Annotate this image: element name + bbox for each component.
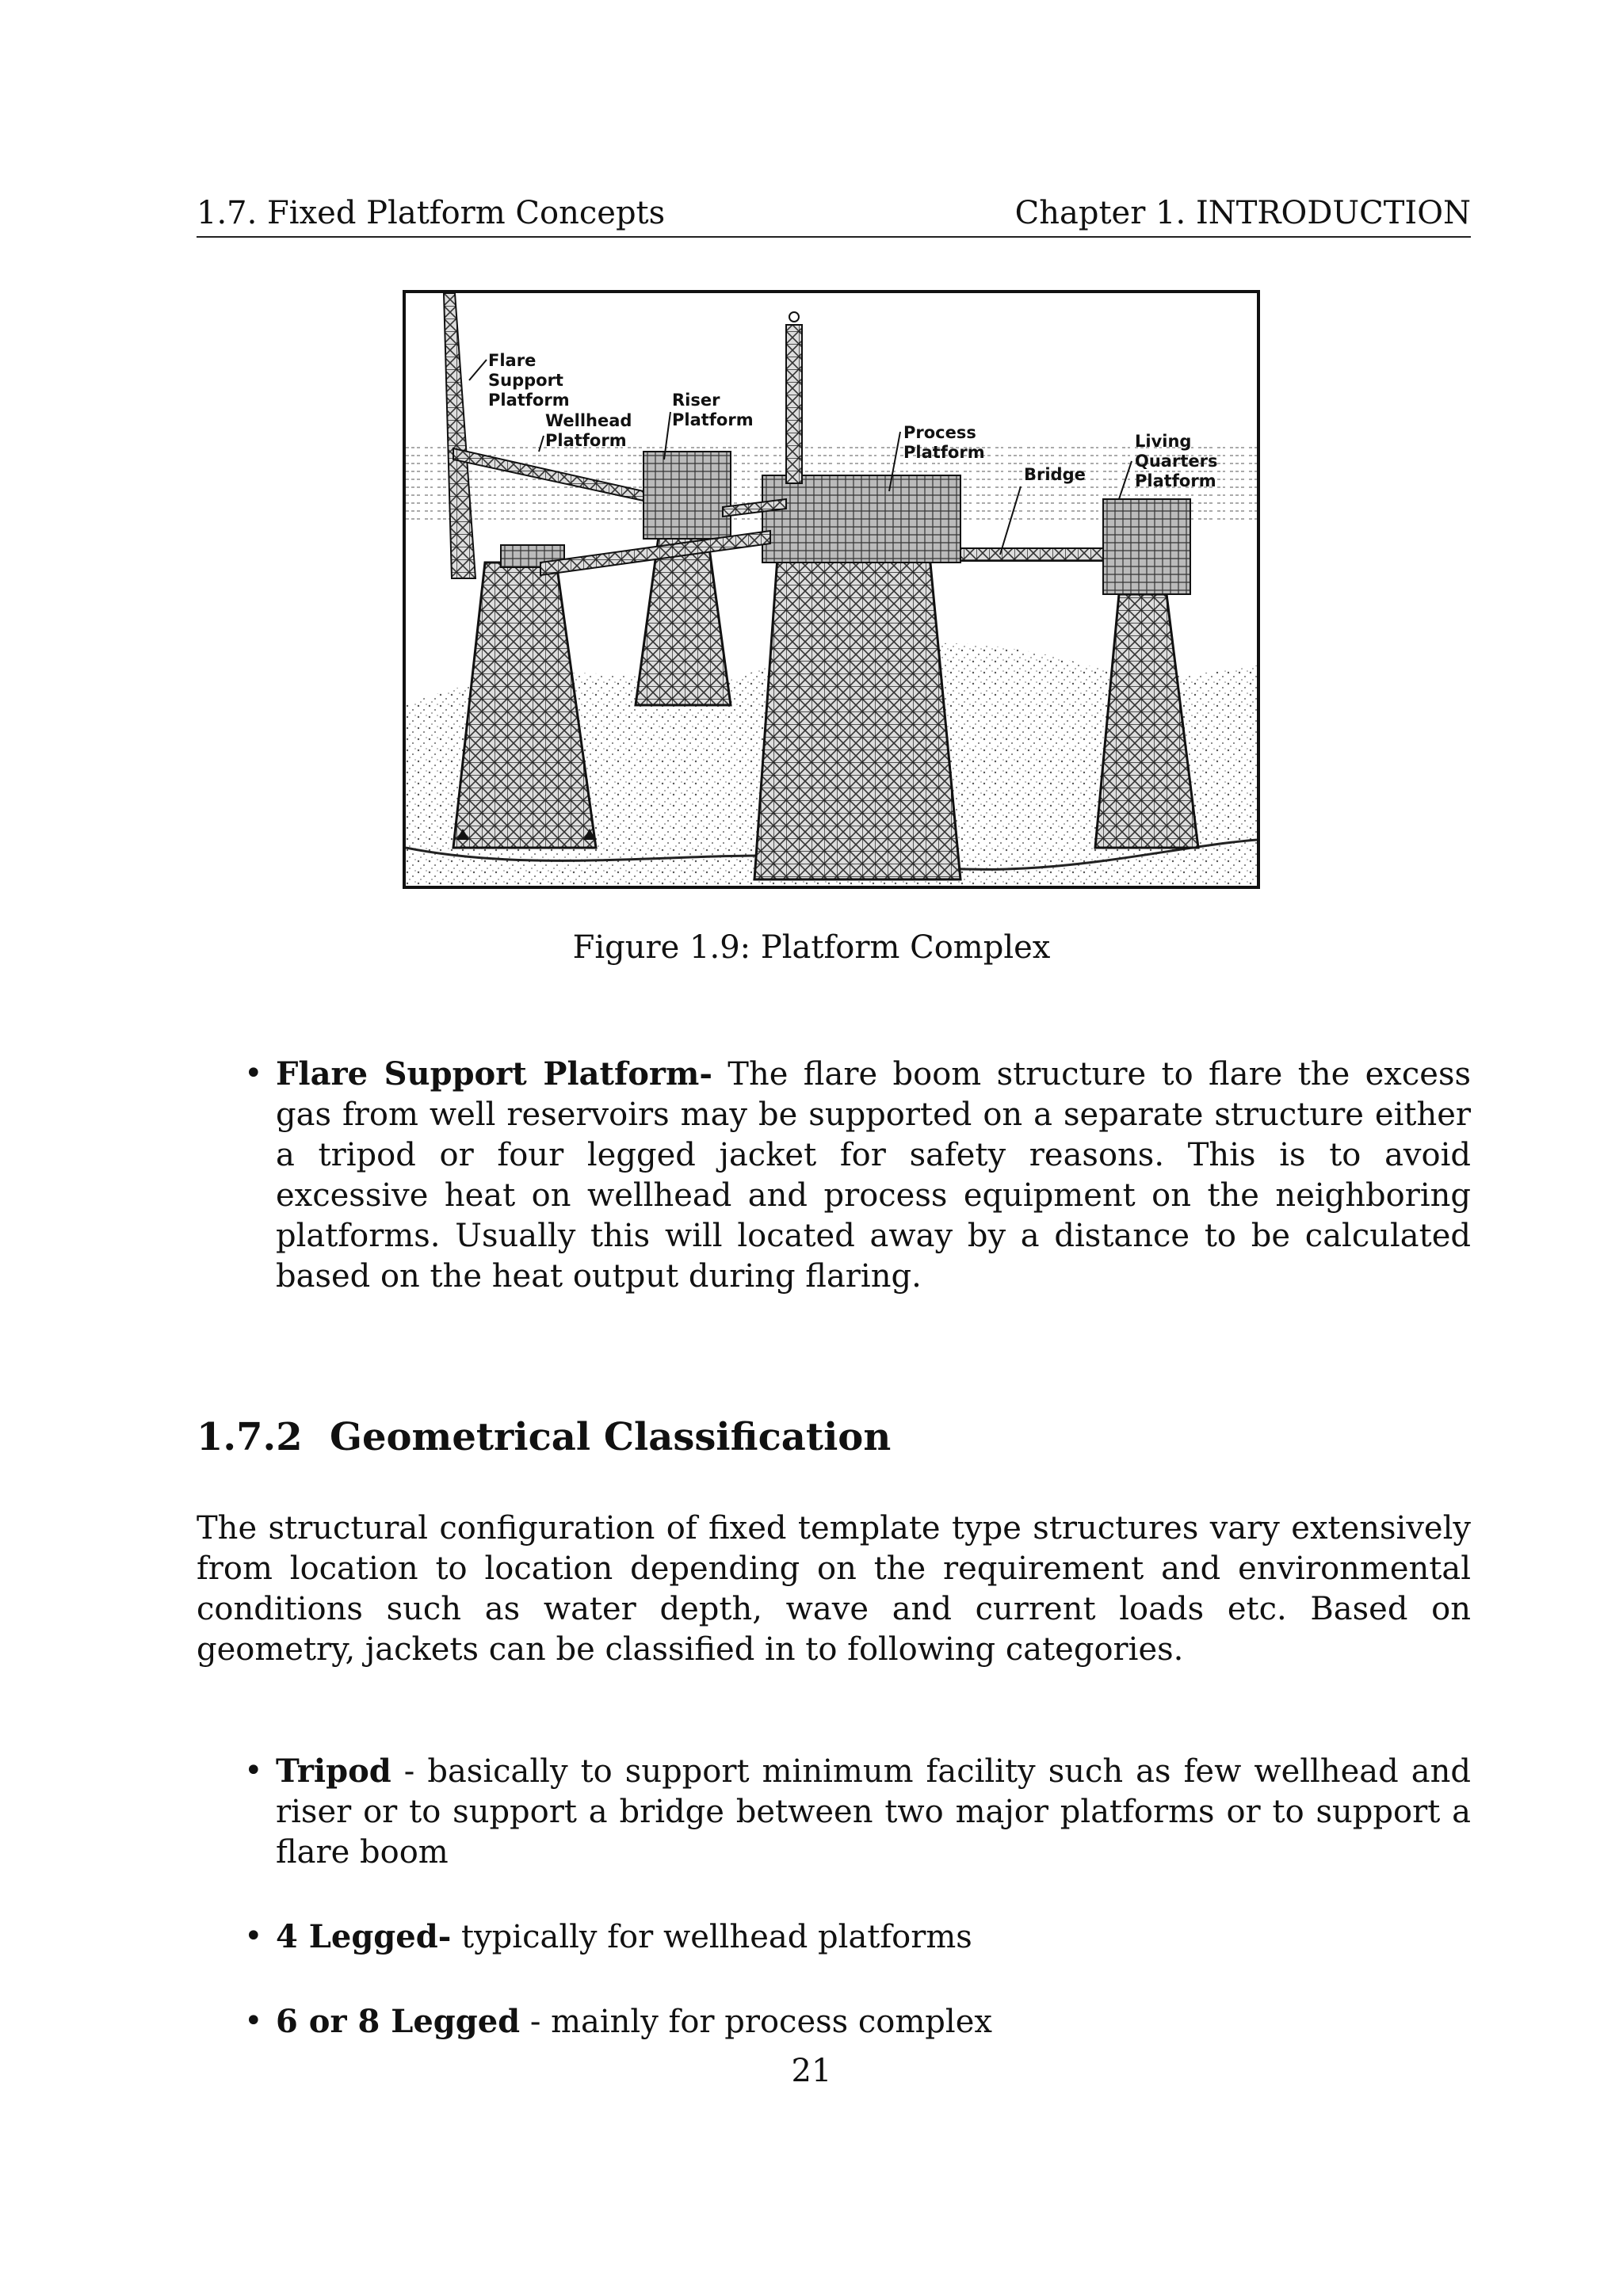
bullet-text: The flare boom structure to flare the excess gas from well reservoirs may be supported on a separate structure either a tripod or four legged jacket for safety reasons. This is to avoid excessive heat on wellhead and process equipment on the neighboring platforms. Usually this will located away by a distance to be calculated based on the heat output during flaring. xyxy=(276,1056,1471,1295)
section-title: Geometrical Classification xyxy=(330,1415,892,1459)
bullet-icon: • xyxy=(244,2003,263,2039)
list-item xyxy=(238,1917,1471,1958)
bullet-list-top xyxy=(238,1054,1471,1297)
svg-text:Living: Living xyxy=(1135,432,1192,451)
section-number: 1.7.2 xyxy=(197,1415,303,1459)
list-item xyxy=(238,1054,1471,1297)
quarters-module xyxy=(1103,499,1190,594)
platform-complex-illustration xyxy=(406,293,1257,886)
figure-caption: Figure 1.9: Platform Complex xyxy=(572,929,1051,966)
svg-text:Platform: Platform xyxy=(488,391,570,410)
list-item xyxy=(238,1751,1471,1873)
bullet-icon: • xyxy=(244,1753,263,1789)
bullet-term: Flare Support Platform- xyxy=(276,1055,712,1093)
process-derrick xyxy=(786,325,802,483)
bullet-list-bottom xyxy=(238,1751,1471,2042)
list-item xyxy=(238,2001,1471,2042)
bullet-icon: • xyxy=(244,1055,263,1092)
header-chapter-title: Chapter 1. INTRODUCTION xyxy=(1014,195,1471,231)
bridge-process-quarters xyxy=(960,548,1119,561)
quarters-jacket xyxy=(1095,594,1198,848)
running-header xyxy=(197,190,1471,238)
page-number: 21 xyxy=(791,2053,832,2089)
svg-text:Riser: Riser xyxy=(672,391,720,410)
section-heading xyxy=(197,1412,891,1463)
svg-text:Flare: Flare xyxy=(488,351,537,370)
wellhead-jacket xyxy=(453,563,596,848)
svg-text:Support: Support xyxy=(488,371,563,390)
svg-text:Quarters: Quarters xyxy=(1135,452,1218,471)
riser-deck xyxy=(643,452,731,539)
bullet-text: - basically to support minimum facility such as few wellhead and riser or to support a bridge between two major platforms or to support a flare boom xyxy=(276,1753,1471,1871)
label-flare-support-platform xyxy=(469,351,570,410)
bullet-text: - mainly for process complex xyxy=(520,2004,992,2040)
flare-support-tower xyxy=(444,293,475,578)
svg-text:Bridge: Bridge xyxy=(1024,465,1086,484)
svg-text:Platform: Platform xyxy=(903,443,985,462)
bullet-icon: • xyxy=(244,1918,263,1955)
bullet-text: typically for wellhead platforms xyxy=(451,1919,972,1955)
bullet-term: 4 Legged- xyxy=(276,1918,452,1955)
svg-text:Platform: Platform xyxy=(672,410,754,429)
bullet-term: 6 or 8 Legged xyxy=(276,2003,521,2040)
svg-text:Platform: Platform xyxy=(545,431,627,450)
svg-text:Wellhead: Wellhead xyxy=(545,411,632,430)
svg-text:Platform: Platform xyxy=(1135,471,1216,490)
process-deck xyxy=(762,475,960,563)
figure-platform-complex xyxy=(403,290,1260,889)
process-jacket xyxy=(754,547,960,879)
svg-text:Process: Process xyxy=(903,423,976,442)
bullet-term: Tripod xyxy=(276,1753,391,1790)
body-paragraph: The structural configuration of fixed template type structures vary extensively from location to location depending on the requirement and environmental conditions such as water depth, wave and current loads etc. Based on geometry, jackets can be classified in to following categories. xyxy=(197,1510,1471,1668)
label-wellhead-platform xyxy=(539,411,632,452)
header-section-title: 1.7. Fixed Platform Concepts xyxy=(197,195,666,231)
